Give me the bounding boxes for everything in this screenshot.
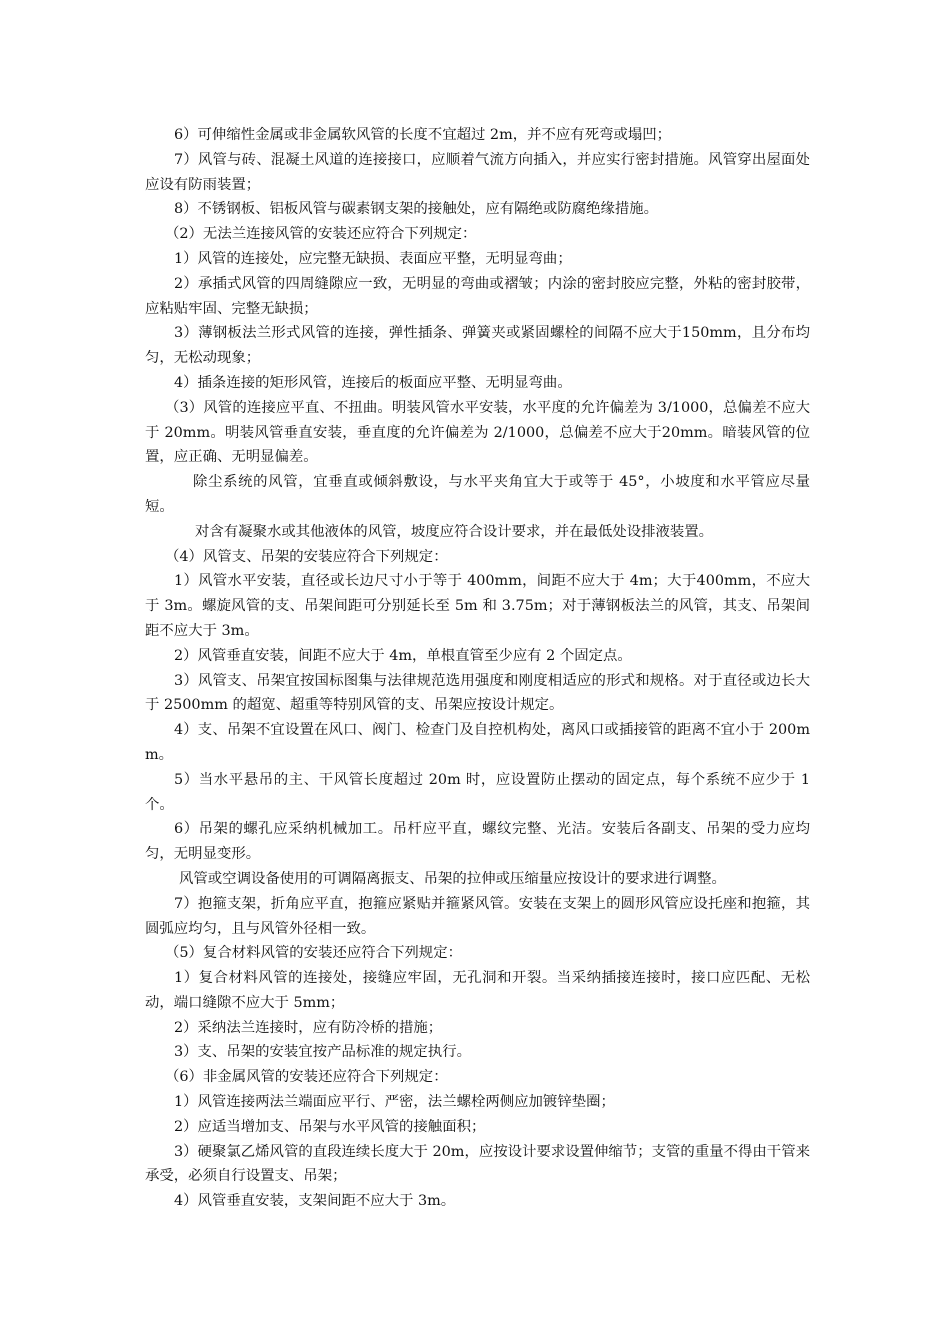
paragraph: 4）支、吊架不宜设置在风口、阀门、检查门及自控机构处，离风口或插接管的距离不宜小于 200mm。 (145, 722, 810, 763)
paragraph: 4）插条连接的矩形风管，连接后的板面应平整、无明显弯曲。 (174, 374, 572, 391)
paragraph: 5）当水平悬吊的主、干风管长度超过 20m 时，应设置防止摆动的固定点，每个系统不应少于 1 个。 (145, 771, 810, 813)
section-heading: （5）复合材料风管的安装还应符合下列规定： (165, 945, 462, 962)
paragraph: 对含有凝聚水或其他液体的风管，坡度应符合设计要求，并在最低处设排液装置。 (195, 523, 714, 540)
section-heading: （3）风管的连接应平直、不扭曲。明装风管水平安装，水平度的允许偏差为 3/1000，总偏差不应大于 20mm。明装风管垂直安装，垂直度的允许偏差为 2/1000，总偏差不应大于20mm。暗装风管的位置，应正确、无明显偏差。 (145, 399, 810, 466)
paragraph: 6）吊架的螺孔应采纳机械加工。吊杆应平直，螺纹完整、光洁。安装后各副支、吊架的受力应均匀，无明显变形。 (145, 821, 810, 863)
paragraph: 风管或空调设备使用的可调隔离振支、吊架的拉伸或压缩量应按设计的要求进行调整。 (179, 870, 726, 887)
paragraph: 1）风管的连接处，应完整无缺损、表面应平整，无明显弯曲； (174, 250, 572, 267)
paragraph: 4）风管垂直安装，支架间距不应大于 3m。 (174, 1193, 456, 1210)
paragraph: 6）可伸缩性金属或非金属软风管的长度不宜超过 2m，并不应有死弯或塌凹； (174, 127, 672, 143)
paragraph: 7）风管与砖、混凝土风道的连接接口，应顺着气流方向插入，并应实行密封措施。风管穿出屋面处应设有防雨装置； (145, 151, 810, 193)
paragraph: 3）风管支、吊架宜按国标图集与法律规范选用强度和刚度相适应的形式和规格。对于直径或边长大于 2500mm 的超宽、超重等特别风管的支、吊架应按设计规定。 (145, 672, 810, 714)
paragraph: 3）薄钢板法兰形式风管的连接，弹性插条、弹簧夹或紧固螺栓的间隔不应大于150mm，且分布均匀，无松动现象； (145, 325, 810, 367)
paragraph: 2）应适当增加支、吊架与水平风管的接触面积； (174, 1118, 486, 1135)
section-heading: （6）非金属风管的安装还应符合下列规定： (165, 1069, 448, 1086)
paragraph: 2）承插式风管的四周缝隙应一致，无明显的弯曲或褶皱；内涂的密封胶应完整，外粘的密封胶带，应粘贴牢固、完整无缺损； (145, 275, 810, 317)
paragraph: 3）支、吊架的安装宜按产品标准的规定执行。 (174, 1044, 471, 1061)
section-heading: （2）无法兰连接风管的安装还应符合下列规定： (165, 226, 477, 243)
paragraph: 3）硬聚氯乙烯风管的直段连续长度大于 20m，应按设计要求设置伸缩节；支管的重量不得由干管来承受，必须自行设置支、吊架； (145, 1143, 810, 1185)
paragraph: 7）抱箍支架，折角应平直，抱箍应紧贴并箍紧风管。安装在支架上的圆形风管应设托座和抱箍，其圆弧应均匀，且与风管外径相一致。 (145, 895, 810, 937)
paragraph: 1）复合材料风管的连接处，接缝应牢固，无孔洞和开裂。当采纳插接连接时，接口应匹配、无松动，端口缝隙不应大于 5mm； (145, 970, 810, 1011)
document-body (145, 123, 810, 1214)
paragraph: 1）风管水平安装，直径或长边尺寸小于等于 400mm，间距不应大于 4m；大于400mm，不应大于 3m。螺旋风管的支、吊架间距可分别延长至 5m 和 3.75m；对于薄钢板法兰的风管，其支、吊架间距不应大于 3m。 (145, 573, 810, 639)
section-heading: （4）风管支、吊架的安装应符合下列规定： (165, 548, 448, 565)
paragraph: 1）风管连接两法兰端面应平行、严密，法兰螺栓两侧应加镀锌垫圈； (174, 1094, 615, 1111)
paragraph: 除尘系统的风管，宜垂直或倾斜敷设，与水平夹角宜大于或等于 45°，小坡度和水平管应尽量短。 (145, 474, 810, 515)
paragraph: 8）不锈钢板、铝板风管与碳素钢支架的接触处，应有隔绝或防腐绝缘措施。 (174, 201, 659, 218)
paragraph: 2）采纳法兰连接时，应有防冷桥的措施； (174, 1019, 443, 1036)
paragraph: 2）风管垂直安装，间距不应大于 4m，单根直管至少应有 2 个固定点。 (174, 647, 632, 664)
